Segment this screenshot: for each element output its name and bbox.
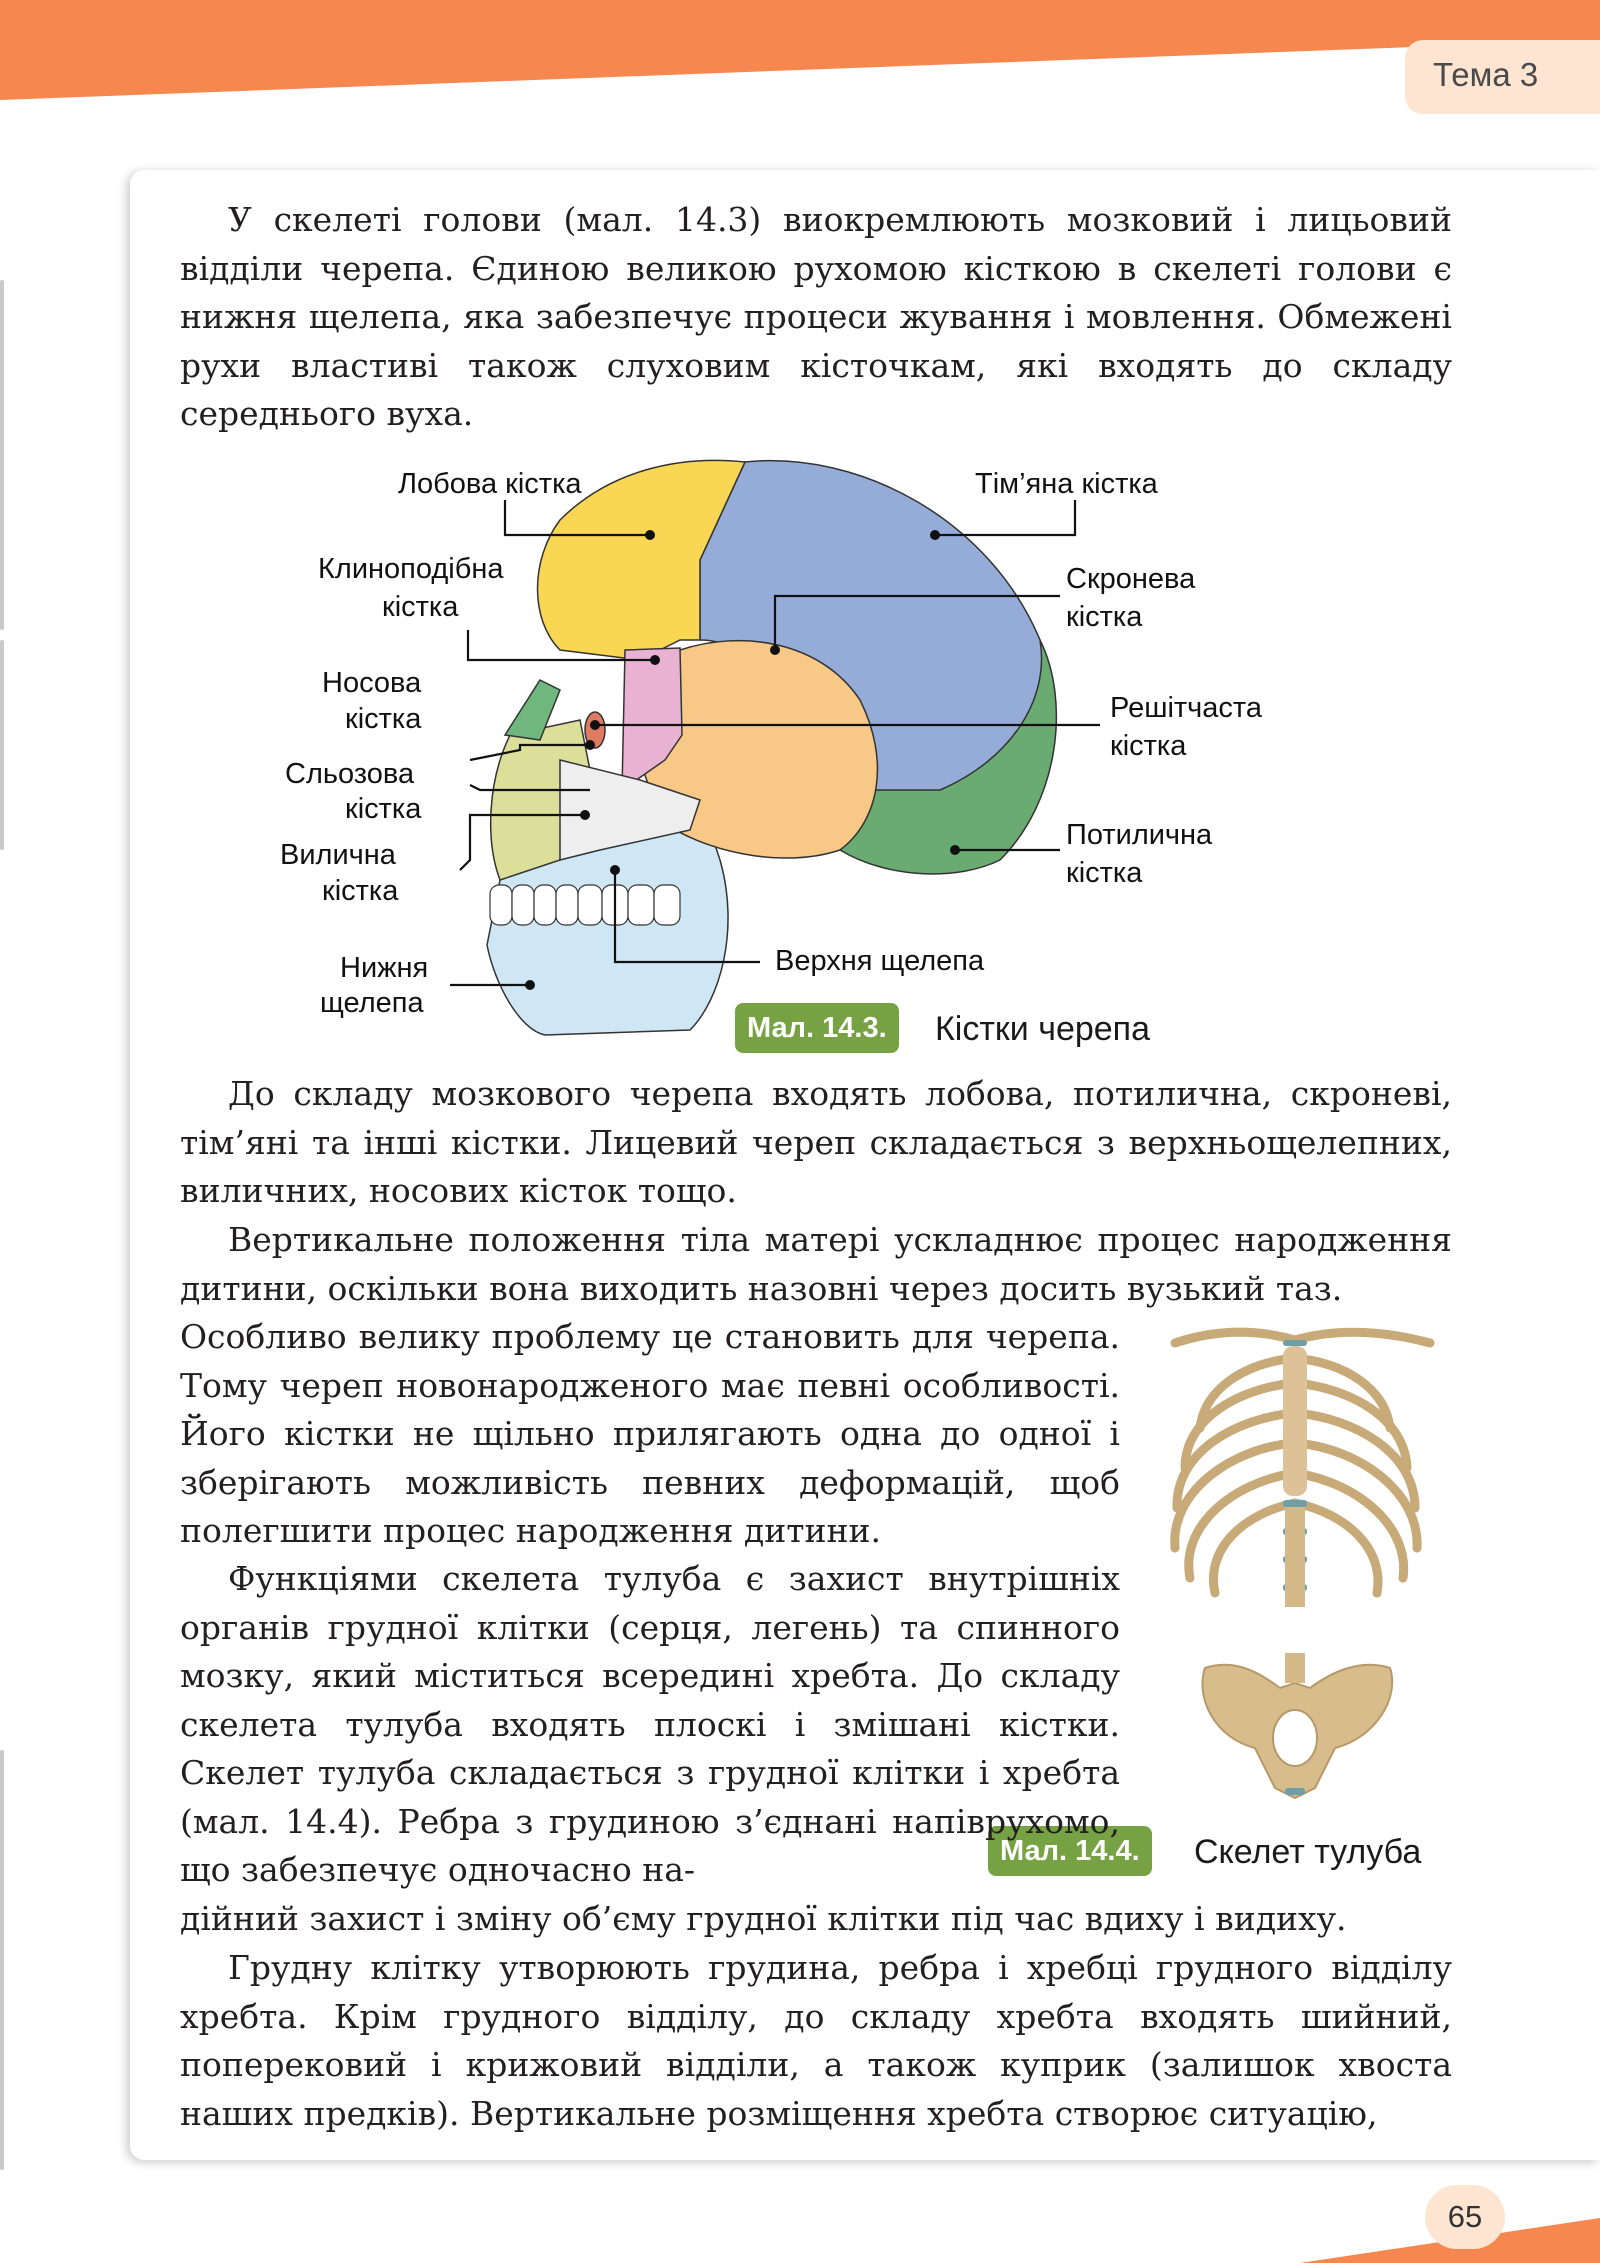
label-zygomatic-2: кістка xyxy=(322,875,399,907)
label-mandible-2: щелепа xyxy=(320,987,424,1019)
label-frontal: Лобова кістка xyxy=(398,468,582,500)
paragraph-trunk-cont: дійний захист і зміну об’єму грудної клітки під час вдиху і видиху. xyxy=(180,1899,1347,1938)
paragraph-trunk-functions: Функціями скелета тулуба є захист внутрішніх органів грудної клітки (серця, легень) та спинного мозку, який міститься всередині хребта. До складу скелета тулуба входять плоскі і змішані кістки. Скелет тулуба складається з грудної клітки і хребта (мал. 14.4). Ребра з грудиною з’єднані напіврухомо, що забезпечує одночасно на- xyxy=(180,1559,1120,1889)
label-maxilla: Верхня щелепа xyxy=(775,945,985,977)
pelvis xyxy=(1202,1665,1392,1798)
paragraph-skull-intro: У скелеті голови (мал. 14.3) виокремлюють мозковий і лицьовий відділи черепа. Єдиною великою рухомою кісткою в скелеті голови є нижня щелепа, яка забезпечує процеси жування і мовлення. Обмежені рухи властиві також слуховим кісточкам, які входять до складу середнього вуха. xyxy=(180,200,1452,433)
skull-figure xyxy=(270,450,1310,1050)
label-lacrimal-1: Сльозова xyxy=(285,758,415,790)
label-ethmoid-2: кістка xyxy=(1110,730,1187,762)
figure-14-4-badge: Мал. 14.4. xyxy=(988,1826,1152,1876)
figure-14-3-caption: Кістки черепа xyxy=(935,1010,1151,1048)
label-occipital-2: кістка xyxy=(1066,857,1143,889)
label-nasal-1: Носова xyxy=(322,667,422,699)
label-sphenoid-1: Клиноподібна xyxy=(318,553,504,585)
label-ethmoid-1: Решітчаста xyxy=(1110,692,1263,724)
label-lacrimal-2: кістка xyxy=(345,793,422,825)
page-edge-mark xyxy=(0,640,4,850)
vertebral-column xyxy=(1285,1507,1305,1607)
topic-label: Тема 3 xyxy=(1433,56,1539,93)
label-occipital-1: Потилична xyxy=(1066,819,1213,851)
page-number: 65 xyxy=(1447,2199,1483,2234)
paragraph-thorax: Грудну клітку утворюють грудина, ребра і хребці грудного відділу хребта. Крім грудного відділу, до складу хребта входять шийний, поперековий і крижовий відділи, а також куприк (залишок хвоста наших предків). Вертикальне розміщення хребта створює ситуацію, xyxy=(180,1948,1452,2133)
label-temporal-2: кістка xyxy=(1066,601,1143,633)
paragraph-birth: Вертикальне положення тіла матері ускладнює процес народження дитини, оскільки вона виходить назовні через досить вузький таз. xyxy=(180,1220,1452,1308)
sternum xyxy=(1283,1346,1307,1496)
top-orange-band xyxy=(0,0,1600,110)
figure-14-4-caption: Скелет тулуба xyxy=(1194,1833,1422,1871)
page-edge-mark xyxy=(0,280,4,630)
label-temporal-1: Скронева xyxy=(1066,563,1196,595)
paragraph-newborn: Особливо велику проблему це становить для черепа. Тому череп новонародженого має певні особливості. Його кістки не щільно прилягають одна до одної і зберігають можливість певних деформацій, щоб полегшити процес народження дитини. xyxy=(180,1317,1120,1550)
label-nasal-2: кістка xyxy=(345,703,422,735)
label-sphenoid-2: кістка xyxy=(382,591,459,623)
page-edge-mark xyxy=(0,1750,4,2170)
label-mandible-1: Нижня xyxy=(340,952,429,984)
teeth xyxy=(490,885,680,925)
figure-14-3-badge: Мал. 14.3. xyxy=(735,1003,899,1053)
label-parietal: Тім’яна кістка xyxy=(975,468,1158,500)
label-zygomatic-1: Вилична xyxy=(280,839,396,871)
trunk-skeleton-figure xyxy=(1145,1318,1460,1818)
paragraph-cranium: До складу мозкового черепа входять лобова, потилична, скроневі, тім’яні та інші кістки. Лицевий череп складається з верхньощелепних, виличних, носових кісток тощо. xyxy=(180,1074,1452,1210)
page-number-badge xyxy=(1425,2185,1505,2249)
